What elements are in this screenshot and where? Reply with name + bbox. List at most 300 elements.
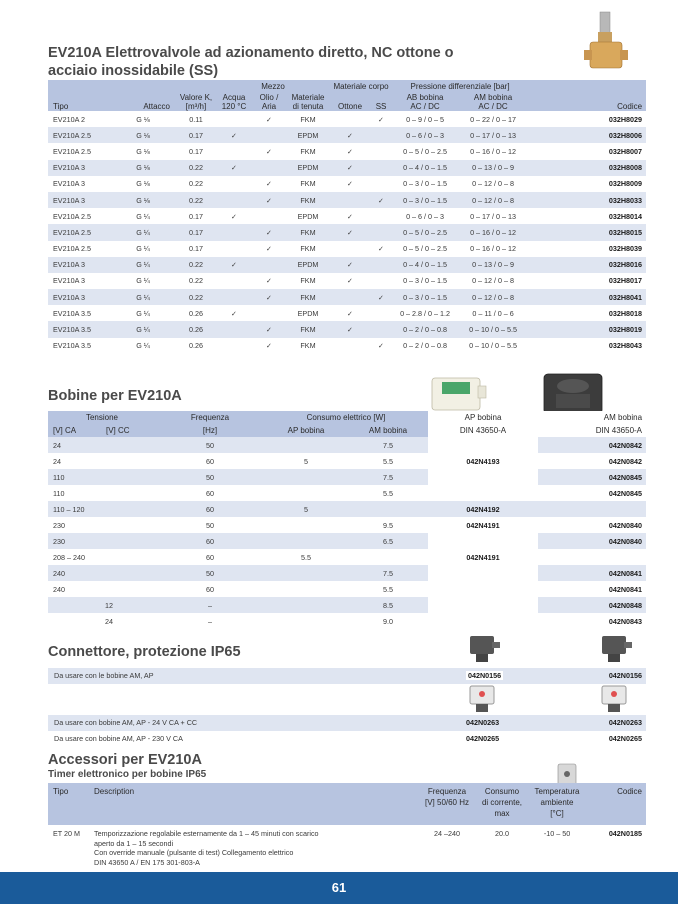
cell-acqua — [216, 241, 252, 257]
cell-acqua — [216, 224, 252, 240]
header-frequenza: Frequenza — [156, 411, 264, 424]
cell-am-code — [538, 549, 646, 565]
cell-code: 032H8039 — [528, 241, 646, 257]
cell-attacco: G ¼ — [110, 273, 176, 289]
table-row — [48, 581, 646, 597]
cell-vca: 24 — [48, 453, 100, 469]
connector-led-image — [598, 684, 634, 714]
table-row — [48, 437, 646, 453]
connector-row — [48, 715, 646, 731]
cell-materiale: FKM — [286, 176, 330, 192]
cell-ss — [370, 143, 392, 159]
cell-ottone: ✓ — [330, 143, 370, 159]
cell-ap-watt — [264, 485, 348, 501]
cell-olio — [252, 127, 286, 143]
header-am-coil: AM bobina — [538, 411, 646, 424]
timer-code: 042N0185 — [608, 829, 642, 838]
table-row — [48, 305, 646, 321]
cell-tipo: EV210A 2.5 — [48, 208, 110, 224]
cell-ap-watt — [264, 613, 348, 629]
cell-tipo: EV210A 3.5 — [48, 321, 110, 337]
cell-olio: ✓ — [252, 273, 286, 289]
cell-ab-pressure: 0 – 3 / 0 – 1.5 — [392, 176, 458, 192]
timer-temperature: -10 – 50 — [543, 829, 571, 838]
cell-hz: 50 — [156, 517, 264, 533]
cell-ss — [370, 305, 392, 321]
cell-am-watt — [348, 549, 428, 565]
connector-desc: Da usare con bobine AM, AP - 24 V CA + CC — [54, 718, 198, 727]
col-ab: AB bobina AC / DC — [392, 93, 458, 111]
solenoid-valve-image — [584, 10, 628, 78]
table-row — [48, 160, 646, 176]
cell-attacco: G ⅛ — [110, 111, 176, 127]
cell-acqua — [216, 143, 252, 159]
cell-ab-pressure: 0 – 5 / 0 – 2.5 — [392, 224, 458, 240]
cell-am-watt: 9.0 — [348, 613, 428, 629]
cell-vcc — [100, 549, 156, 565]
cell-vcc: 24 — [100, 613, 156, 629]
cell-vca — [48, 597, 100, 613]
cell-ottone: ✓ — [330, 321, 370, 337]
cell-ottone — [330, 241, 370, 257]
timer-description: Temporizzazione regolabile esternamente da 1 – 45 minuti con scarico aperto da 1 – 15 secondi Con override manuale (pulsante di test) Collegamento elettrico DIN 43650 A / EN 175 301-803-A — [94, 829, 319, 867]
cell-ottone — [330, 192, 370, 208]
cell-code: 032H8014 — [528, 208, 646, 224]
header-vca: [V] CA — [48, 424, 100, 437]
cell-am-pressure: 0 – 13 / 0 – 9 — [458, 160, 528, 176]
cell-tipo: EV210A 3.5 — [48, 338, 110, 354]
cell-ottone: ✓ — [330, 224, 370, 240]
cell-materiale: FKM — [286, 338, 330, 354]
cell-valore-k: 0.22 — [176, 257, 216, 273]
table-row — [48, 338, 646, 354]
cell-tipo: EV210A 3.5 — [48, 305, 110, 321]
cell-ab-pressure: 0 – 2 / 0 – 0.8 — [392, 321, 458, 337]
cell-hz: 50 — [156, 469, 264, 485]
col-olio: Olio / Aria — [252, 93, 286, 111]
col-tipo: Tipo — [48, 93, 110, 111]
cell-olio: ✓ — [252, 192, 286, 208]
cell-am-code — [538, 501, 646, 517]
cell-am-pressure: 0 – 17 / 0 – 13 — [458, 208, 528, 224]
timer-type: ET 20 M — [53, 829, 81, 838]
cell-am-watt: 7.5 — [348, 565, 428, 581]
cell-acqua — [216, 111, 252, 127]
cell-vca: 240 — [48, 581, 100, 597]
cell-am-watt: 7.5 — [348, 469, 428, 485]
table-row — [48, 208, 646, 224]
cell-ottone: ✓ — [330, 127, 370, 143]
cell-code: 032H8043 — [528, 338, 646, 354]
cell-attacco: G ⅛ — [110, 143, 176, 159]
cell-ap-code: 042N4191 — [428, 549, 538, 565]
col-tipo: Tipo — [48, 783, 92, 825]
cell-vca — [48, 613, 100, 629]
table-row — [48, 127, 646, 143]
cell-materiale: EPDM — [286, 208, 330, 224]
cell-ap-code: 042N4193 — [428, 453, 538, 469]
cell-tipo: EV210A 2.5 — [48, 127, 110, 143]
cell-ss: ✓ — [370, 111, 392, 127]
cell-code: 032H8033 — [528, 192, 646, 208]
table-row — [48, 257, 646, 273]
col-valore-k: Valore K, [m³/h] — [176, 93, 216, 111]
cell-ss — [370, 257, 392, 273]
cell-ap-code — [428, 613, 538, 629]
col-temperatura: Temperatura ambiente [°C] — [528, 783, 586, 825]
connector-desc: Da usare con le bobine AM, AP — [54, 671, 154, 680]
connector-ap-code: 042N0265 — [466, 734, 500, 743]
cell-ab-pressure: 0 – 5 / 0 – 2.5 — [392, 241, 458, 257]
cell-attacco: G ¼ — [110, 338, 176, 354]
cell-valore-k: 0.17 — [176, 127, 216, 143]
table-row — [48, 613, 646, 629]
cell-acqua — [216, 192, 252, 208]
cell-ab-pressure: 0 – 6 / 0 – 3 — [392, 208, 458, 224]
cell-am-pressure: 0 – 16 / 0 – 12 — [458, 224, 528, 240]
cell-am-pressure: 0 – 13 / 0 – 9 — [458, 257, 528, 273]
cell-ap-code — [428, 597, 538, 613]
cell-vca: 24 — [48, 437, 100, 453]
cell-attacco: G ⅛ — [110, 192, 176, 208]
col-consumo: Consumo di corrente, max — [476, 783, 528, 825]
header-ap-coil: AP bobina — [428, 411, 538, 424]
table-row — [48, 501, 646, 517]
cell-ss: ✓ — [370, 289, 392, 305]
cell-vca: 110 — [48, 469, 100, 485]
table-row — [48, 289, 646, 305]
cell-code: 032H8006 — [528, 127, 646, 143]
cell-materiale: FKM — [286, 241, 330, 257]
col-attacco: Attacco — [110, 93, 176, 111]
col-codice: Codice — [586, 783, 646, 825]
cell-ab-pressure: 0 – 4 / 0 – 1.5 — [392, 160, 458, 176]
cell-olio — [252, 257, 286, 273]
cell-materiale: EPDM — [286, 257, 330, 273]
cell-materiale: EPDM — [286, 127, 330, 143]
col-codice: Codice — [528, 93, 646, 111]
cell-code: 032H8016 — [528, 257, 646, 273]
cell-ab-pressure: 0 – 3 / 0 – 1.5 — [392, 289, 458, 305]
cell-code: 032H8019 — [528, 321, 646, 337]
cell-ottone: ✓ — [330, 208, 370, 224]
cell-ab-pressure: 0 – 3 / 0 – 1.5 — [392, 273, 458, 289]
cell-am-pressure: 0 – 10 / 0 – 5.5 — [458, 321, 528, 337]
coils-title: Bobine per EV210A — [48, 388, 182, 404]
table-row — [48, 224, 646, 240]
cell-ottone: ✓ — [330, 305, 370, 321]
cell-ss — [370, 321, 392, 337]
cell-ottone — [330, 111, 370, 127]
cell-hz: 60 — [156, 453, 264, 469]
table-row — [48, 469, 646, 485]
cell-ss: ✓ — [370, 241, 392, 257]
cell-ap-code — [428, 437, 538, 453]
cell-vcc — [100, 533, 156, 549]
col-ss: SS — [370, 93, 392, 111]
connector-am-code: 042N0263 — [608, 718, 642, 727]
cell-valore-k: 0.26 — [176, 338, 216, 354]
table-row — [48, 192, 646, 208]
cell-vca: 230 — [48, 517, 100, 533]
header-ap-din: DIN 43650-A — [428, 424, 538, 437]
cell-ap-watt — [264, 517, 348, 533]
ap-coil-image — [428, 374, 488, 414]
page-footer — [0, 872, 678, 904]
cell-olio: ✓ — [252, 321, 286, 337]
connector-ap-code: 042N0156 — [468, 671, 502, 680]
header-hz: [Hz] — [156, 424, 264, 437]
cell-valore-k: 0.26 — [176, 321, 216, 337]
cell-hz: 60 — [156, 581, 264, 597]
cell-ss — [370, 273, 392, 289]
cell-code: 032H8009 — [528, 176, 646, 192]
cell-ss — [370, 224, 392, 240]
cell-vcc — [100, 565, 156, 581]
cell-am-code: 042N0848 — [538, 597, 646, 613]
cell-am-watt: 5.5 — [348, 581, 428, 597]
table-row — [48, 176, 646, 192]
cell-ap-watt — [264, 565, 348, 581]
cell-tipo: EV210A 3 — [48, 289, 110, 305]
connector-row — [48, 731, 646, 747]
cell-materiale: EPDM — [286, 305, 330, 321]
cell-am-code: 042N0842 — [538, 453, 646, 469]
cell-acqua: ✓ — [216, 127, 252, 143]
cell-olio — [252, 160, 286, 176]
cell-tipo: EV210A 3 — [48, 192, 110, 208]
cell-ap-watt — [264, 581, 348, 597]
cell-attacco: G ¼ — [110, 224, 176, 240]
cell-ab-pressure: 0 – 9 / 0 – 5 — [392, 111, 458, 127]
cell-ap-code — [428, 469, 538, 485]
cell-ap-code: 042N4191 — [428, 517, 538, 533]
cell-ottone — [330, 289, 370, 305]
table-row — [48, 565, 646, 581]
header-am: AM bobina — [348, 424, 428, 437]
header-materiale-corpo: Materiale corpo — [330, 80, 392, 93]
cell-am-code: 042N0841 — [538, 581, 646, 597]
cell-olio: ✓ — [252, 241, 286, 257]
timer-frequency: 24 –240 — [434, 829, 460, 838]
cell-ap-code — [428, 581, 538, 597]
cell-ab-pressure: 0 – 5 / 0 – 2.5 — [392, 143, 458, 159]
cell-vcc — [100, 581, 156, 597]
table-row — [48, 597, 646, 613]
cell-vca: 110 — [48, 485, 100, 501]
cell-ss: ✓ — [370, 338, 392, 354]
cell-vcc — [100, 517, 156, 533]
connector-led-image — [466, 684, 502, 714]
table-row — [48, 533, 646, 549]
connectors-title: Connettore, protezione IP65 — [48, 644, 241, 660]
table-row — [48, 549, 646, 565]
cell-hz: 60 — [156, 549, 264, 565]
cell-ap-watt — [264, 437, 348, 453]
cell-code: 032H8007 — [528, 143, 646, 159]
cell-olio: ✓ — [252, 224, 286, 240]
cell-ottone — [330, 338, 370, 354]
cell-valore-k: 0.22 — [176, 192, 216, 208]
cell-code: 032H8029 — [528, 111, 646, 127]
cell-vcc — [100, 453, 156, 469]
cell-vcc — [100, 485, 156, 501]
cell-am-watt: 8.5 — [348, 597, 428, 613]
cell-tipo: EV210A 2.5 — [48, 241, 110, 257]
table-row — [48, 111, 646, 127]
cell-ss — [370, 176, 392, 192]
cell-am-watt: 7.5 — [348, 437, 428, 453]
cell-hz: 60 — [156, 501, 264, 517]
cell-am-pressure: 0 – 12 / 0 – 8 — [458, 192, 528, 208]
cell-code: 032H8015 — [528, 224, 646, 240]
cell-olio: ✓ — [252, 143, 286, 159]
cell-code: 032H8008 — [528, 160, 646, 176]
cell-valore-k: 0.26 — [176, 305, 216, 321]
cell-materiale: FKM — [286, 321, 330, 337]
col-materiale: Materiale di tenuta — [286, 93, 330, 111]
valve-table — [48, 80, 646, 354]
cell-acqua: ✓ — [216, 160, 252, 176]
header-ap: AP bobina — [264, 424, 348, 437]
col-description: Description — [92, 783, 418, 825]
cell-am-pressure: 0 – 17 / 0 – 13 — [458, 127, 528, 143]
cell-valore-k: 0.17 — [176, 208, 216, 224]
cell-am-code: 042N0840 — [538, 533, 646, 549]
cell-am-pressure: 0 – 12 / 0 – 8 — [458, 273, 528, 289]
cell-am-pressure: 0 – 16 / 0 – 12 — [458, 143, 528, 159]
cell-am-pressure: 0 – 16 / 0 – 12 — [458, 241, 528, 257]
cell-tipo: EV210A 3 — [48, 176, 110, 192]
cell-acqua — [216, 338, 252, 354]
cell-acqua: ✓ — [216, 257, 252, 273]
table-row — [48, 143, 646, 159]
table-row — [48, 517, 646, 533]
cell-acqua — [216, 273, 252, 289]
cell-ap-code — [428, 533, 538, 549]
cell-materiale: FKM — [286, 192, 330, 208]
cell-materiale: FKM — [286, 273, 330, 289]
cell-am-watt: 9.5 — [348, 517, 428, 533]
cell-materiale: FKM — [286, 111, 330, 127]
coils-table — [48, 411, 646, 629]
cell-ap-code — [428, 485, 538, 501]
cell-attacco: G ¼ — [110, 208, 176, 224]
cell-tipo: EV210A 3 — [48, 160, 110, 176]
cell-acqua: ✓ — [216, 305, 252, 321]
cell-hz: – — [156, 597, 264, 613]
timer-consumption: 20.0 — [495, 829, 509, 838]
cell-materiale: FKM — [286, 289, 330, 305]
cell-attacco: G ¼ — [110, 305, 176, 321]
cell-acqua: ✓ — [216, 208, 252, 224]
header-consumo: Consumo elettrico [W] — [264, 411, 428, 424]
cell-valore-k: 0.11 — [176, 111, 216, 127]
cell-materiale: FKM — [286, 224, 330, 240]
cell-acqua — [216, 289, 252, 305]
col-ottone: Ottone — [330, 93, 370, 111]
cell-ap-code — [428, 565, 538, 581]
accessories-table — [48, 783, 646, 867]
col-am: AM bobina AC / DC — [458, 93, 528, 111]
cell-ss — [370, 160, 392, 176]
cell-ab-pressure: 0 – 3 / 0 – 1.5 — [392, 192, 458, 208]
cell-vcc — [100, 469, 156, 485]
cell-ap-watt: 5 — [264, 501, 348, 517]
cell-ottone: ✓ — [330, 176, 370, 192]
cell-am-code: 042N0845 — [538, 469, 646, 485]
cell-ottone: ✓ — [330, 160, 370, 176]
cell-olio: ✓ — [252, 289, 286, 305]
cell-ap-code: 042N4192 — [428, 501, 538, 517]
cell-ab-pressure: 0 – 4 / 0 – 1.5 — [392, 257, 458, 273]
cell-vcc — [100, 501, 156, 517]
cell-valore-k: 0.22 — [176, 160, 216, 176]
cell-am-pressure: 0 – 12 / 0 – 8 — [458, 289, 528, 305]
cell-am-pressure: 0 – 22 / 0 – 17 — [458, 111, 528, 127]
cell-ss — [370, 208, 392, 224]
page-number: 61 — [331, 880, 347, 895]
connector-ap-code: 042N0263 — [466, 718, 500, 727]
cell-code: 032H8018 — [528, 305, 646, 321]
table-row — [48, 241, 646, 257]
connector-am-code: 042N0156 — [608, 671, 642, 680]
connector-row — [48, 668, 646, 684]
am-coil-image — [542, 372, 604, 416]
cell-ap-watt — [264, 533, 348, 549]
cell-ss: ✓ — [370, 192, 392, 208]
cell-ottone: ✓ — [330, 257, 370, 273]
cell-attacco: G ⅛ — [110, 160, 176, 176]
header-vcc: [V] CC — [100, 424, 156, 437]
cell-valore-k: 0.22 — [176, 273, 216, 289]
cell-tipo: EV210A 2.5 — [48, 224, 110, 240]
cell-am-pressure: 0 – 10 / 0 – 5.5 — [458, 338, 528, 354]
cell-attacco: G ⅛ — [110, 176, 176, 192]
cell-am-code: 042N0840 — [538, 517, 646, 533]
cell-olio: ✓ — [252, 111, 286, 127]
cell-vcc: 12 — [100, 597, 156, 613]
connector-image — [466, 634, 502, 664]
cell-am-code: 042N0845 — [538, 485, 646, 501]
cell-ab-pressure: 0 – 6 / 0 – 3 — [392, 127, 458, 143]
cell-valore-k: 0.17 — [176, 241, 216, 257]
header-mezzo: Mezzo — [216, 80, 330, 93]
cell-am-code: 042N0843 — [538, 613, 646, 629]
table-row — [48, 453, 646, 469]
cell-ottone: ✓ — [330, 273, 370, 289]
col-acqua: Acqua 120 °C — [216, 93, 252, 111]
header-pressione: Pressione differenziale [bar] — [392, 80, 528, 93]
cell-am-watt: 5.5 — [348, 453, 428, 469]
cell-ab-pressure: 0 – 2.8 / 0 – 1.2 — [392, 305, 458, 321]
cell-ap-watt: 5.5 — [264, 549, 348, 565]
cell-vca: 230 — [48, 533, 100, 549]
cell-am-watt: 6.5 — [348, 533, 428, 549]
cell-valore-k: 0.17 — [176, 224, 216, 240]
cell-acqua — [216, 321, 252, 337]
cell-am-watt: 5.5 — [348, 485, 428, 501]
cell-valore-k: 0.17 — [176, 143, 216, 159]
cell-attacco: G ¼ — [110, 257, 176, 273]
connector-desc: Da usare con bobine AM, AP - 230 V CA — [54, 734, 183, 743]
cell-tipo: EV210A 2 — [48, 111, 110, 127]
cell-tipo: EV210A 3 — [48, 257, 110, 273]
cell-hz: 50 — [156, 437, 264, 453]
cell-materiale: EPDM — [286, 160, 330, 176]
cell-am-pressure: 0 – 12 / 0 – 8 — [458, 176, 528, 192]
cell-vca: 240 — [48, 565, 100, 581]
